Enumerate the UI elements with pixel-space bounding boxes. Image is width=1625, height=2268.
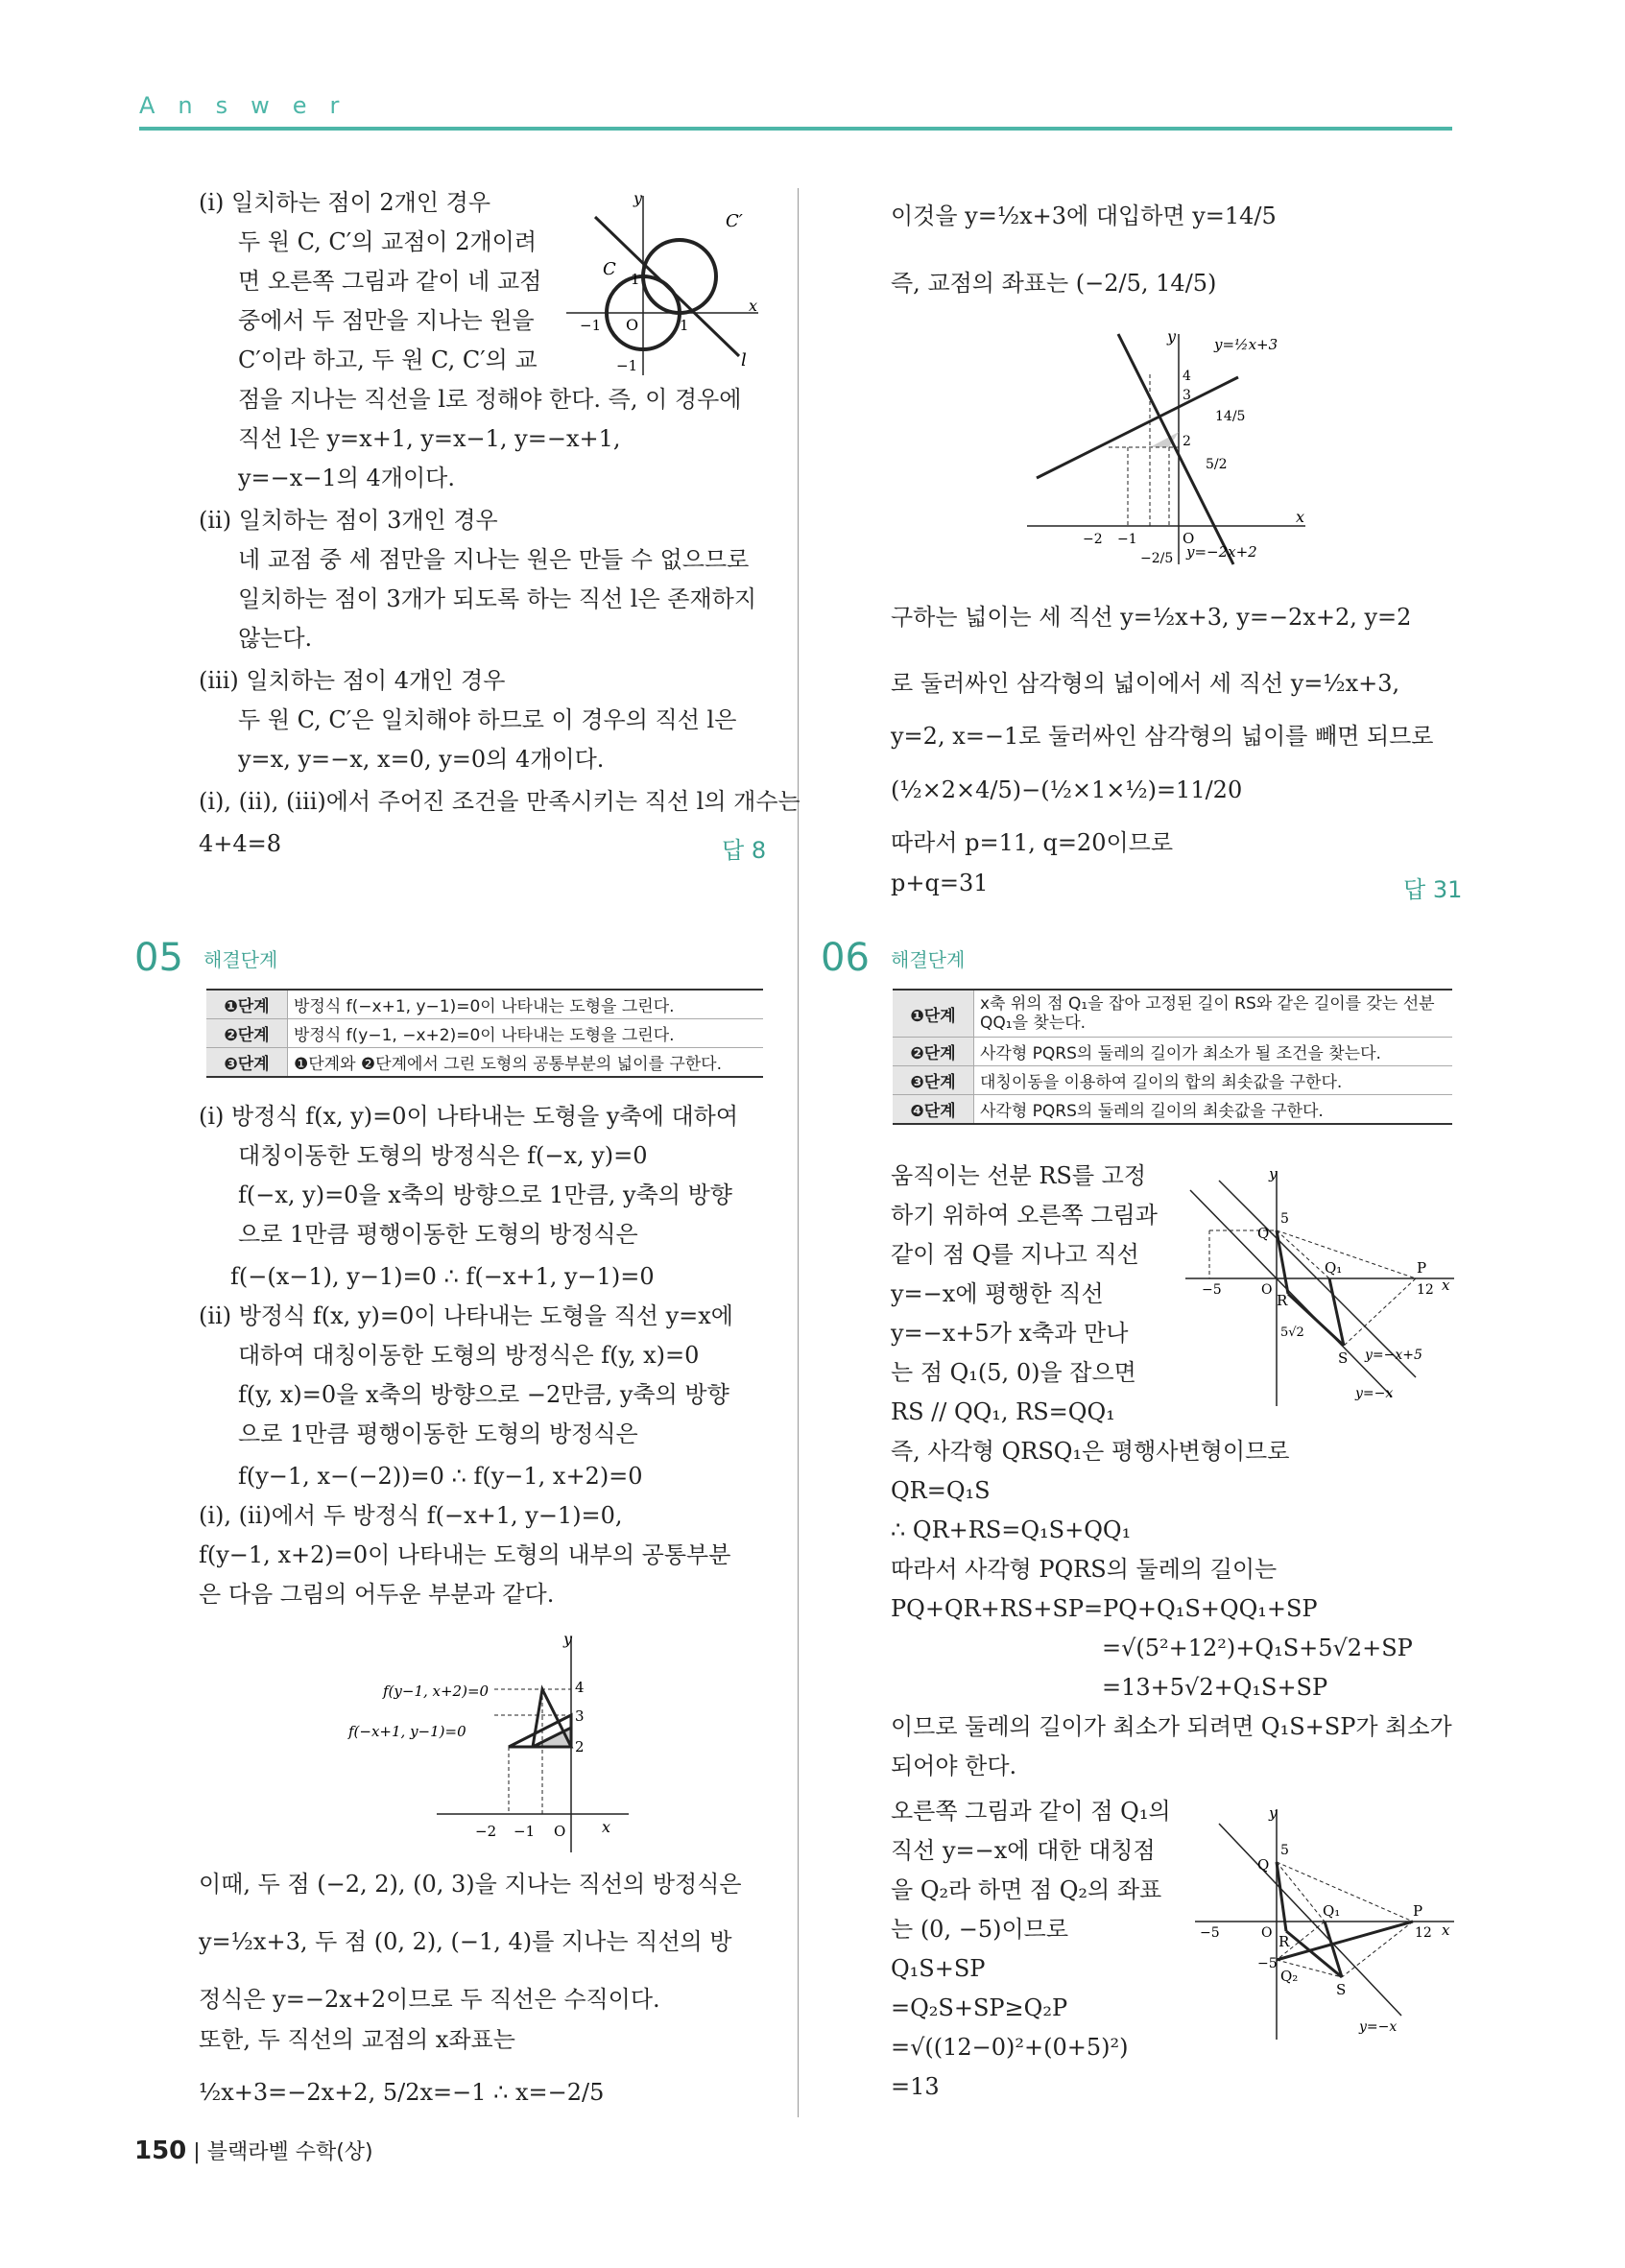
text-line: y=−x+5가 x축과 만나 xyxy=(891,1320,1129,1347)
fig-label: S xyxy=(1336,1981,1347,1998)
text-line: y=−x−1의 4개이다. xyxy=(238,465,455,491)
text-line: 정식은 y=−2x+2이므로 두 직선은 수직이다. xyxy=(199,1986,660,2013)
fig-label: y=−x xyxy=(1355,1386,1394,1401)
fig-label: y=−x+5 xyxy=(1365,1348,1422,1363)
text-line: 두 원 C, C′은 일치해야 하므로 이 경우의 직선 l은 xyxy=(238,706,737,733)
text-line: 따라서 사각형 PQRS의 둘레의 길이는 xyxy=(891,1556,1278,1583)
fig-label: y=−x xyxy=(1359,2019,1398,2035)
step-key: ❸단계 xyxy=(893,1066,974,1095)
text-line: 대칭이동한 도형의 방정식은 f(−x, y)=0 xyxy=(238,1142,648,1169)
table-row xyxy=(893,1066,1452,1095)
section-label: 해결단계 xyxy=(203,948,278,971)
region-figure xyxy=(341,1627,648,1857)
fig-label: 2 xyxy=(575,1738,585,1755)
answer-badge: 답 31 xyxy=(1403,876,1463,903)
fig-label: Q xyxy=(1257,1225,1270,1242)
text-line: 또한, 두 직선의 교점의 x좌표는 xyxy=(199,2026,515,2053)
fig-label: O xyxy=(1261,1925,1273,1941)
text-line: 즉, 사각형 QRSQ₁은 평행사변형이므로 xyxy=(891,1438,1290,1465)
fig-label: x xyxy=(749,297,758,315)
fig-label: −1 xyxy=(514,1823,536,1840)
step-key: ❷단계 xyxy=(893,1038,974,1066)
text-line: ∴ QR+RS=Q₁S+QQ₁ xyxy=(891,1516,1132,1543)
fig-label: y=½x+3 xyxy=(1214,336,1278,353)
step-desc: ❶단계와 ❷단계에서 그린 도형의 공통부분의 넓이를 구한다. xyxy=(288,1048,764,1078)
fig-label: 5 xyxy=(1280,1843,1289,1858)
step-key: ❷단계 xyxy=(206,1019,288,1048)
step-desc: 사각형 PQRS의 둘레의 길이가 최소가 될 조건을 찾는다. xyxy=(974,1038,1453,1066)
step-key: ❸단계 xyxy=(206,1048,288,1078)
text-line: 하기 위하여 오른쪽 그림과 xyxy=(891,1202,1158,1229)
fig-label: −5 xyxy=(1257,1956,1278,1971)
text-line: 로 둘러싸인 삼각형의 넓이에서 세 직선 y=½x+3, xyxy=(891,670,1400,697)
text-line: 일치하는 점이 3개가 되도록 하는 직선 l은 존재하지 xyxy=(238,585,757,612)
fig-label: Q₁ xyxy=(1323,1902,1341,1920)
lines-figure xyxy=(1017,324,1325,574)
fig-label: C′ xyxy=(726,211,743,231)
fig-label: −2 xyxy=(1083,532,1103,547)
fig-label: Q xyxy=(1257,1856,1270,1874)
fig-label: 2 xyxy=(1183,434,1191,449)
pqrs-figure-2 xyxy=(1190,1804,1459,2044)
text-line: 같이 점 Q를 지나고 직선 xyxy=(891,1241,1139,1268)
page-footer xyxy=(134,2136,373,2165)
fig-label: 1 xyxy=(631,271,640,288)
fig-label: Q₂ xyxy=(1280,1968,1299,1985)
fig-label: f(−x+1, y−1)=0 xyxy=(348,1723,466,1740)
text-line: (½×2×4/5)−(½×1×½)=11/20 xyxy=(891,776,1243,803)
fig-label: R xyxy=(1277,1292,1288,1309)
fig-label: P xyxy=(1417,1259,1427,1277)
page-number: 150 xyxy=(134,2137,187,2165)
table-row xyxy=(206,1048,763,1078)
text-line: 이때, 두 점 (−2, 2), (0, 3)을 지나는 직선의 방정식은 xyxy=(199,1871,742,1898)
text-line: 직선 l은 y=x+1, y=x−1, y=−x+1, xyxy=(238,425,621,452)
fig-label: y xyxy=(563,1630,573,1648)
text-line: 대하여 대칭이동한 도형의 방정식은 f(y, x)=0 xyxy=(238,1342,700,1369)
text-line: 오른쪽 그림과 같이 점 Q₁의 xyxy=(891,1798,1171,1825)
text-line: =√((12−0)²+(0+5)²) xyxy=(891,2034,1129,2061)
text-line: 따라서 p=11, q=20이므로 xyxy=(891,829,1174,856)
fig-label: x xyxy=(1442,1922,1450,1939)
text-line: p+q=31 xyxy=(891,870,989,896)
fig-label: l xyxy=(741,350,747,370)
fig-label: 3 xyxy=(1183,388,1191,403)
text-line: (ⅱ) 일치하는 점이 3개인 경우 xyxy=(199,507,498,534)
text-line: y=2, x=−1로 둘러싸인 삼각형의 넓이를 빼면 되므로 xyxy=(891,723,1434,750)
fig-label: −5 xyxy=(1200,1925,1220,1941)
text-line: 는 (0, −5)이므로 xyxy=(891,1916,1068,1943)
text-line: 되어야 한다. xyxy=(891,1753,1017,1779)
table-row xyxy=(206,1019,763,1048)
text-line: 네 교점 중 세 점만을 지나는 원은 만들 수 없으므로 xyxy=(238,546,750,573)
fig-label: y xyxy=(1167,327,1177,346)
text-line: C′이라 하고, 두 원 C, C′의 교 xyxy=(238,346,538,373)
fig-label: y xyxy=(633,189,643,207)
table-row xyxy=(893,1038,1452,1066)
text-line: =Q₂S+SP≥Q₂P xyxy=(891,1994,1068,2021)
text-line: f(−(x−1), y−1)=0 ∴ f(−x+1, y−1)=0 xyxy=(230,1263,655,1290)
text-line: 은 다음 그림의 어두운 부분과 같다. xyxy=(199,1581,555,1608)
fig-label: 3 xyxy=(575,1707,585,1725)
text-line: 점을 지나는 직선을 l로 정해야 한다. 즉, 이 경우에 xyxy=(238,386,742,413)
fig-label: y xyxy=(1269,1165,1278,1182)
text-line: 면 오른쪽 그림과 같이 네 교점 xyxy=(238,268,542,295)
fig-label: P xyxy=(1413,1902,1423,1920)
step-key: ❶단계 xyxy=(893,990,974,1038)
text-line: 이것을 y=½x+3에 대입하면 y=14/5 xyxy=(891,203,1277,229)
fig-label: 4 xyxy=(575,1679,585,1696)
answer-badge: 답 8 xyxy=(722,837,767,864)
fig-label: S xyxy=(1338,1349,1349,1367)
text-line: (ⅲ) 일치하는 점이 4개인 경우 xyxy=(199,667,506,694)
step-desc: 방정식 f(y−1, −x+2)=0이 나타내는 도형을 그린다. xyxy=(288,1019,764,1048)
table-row xyxy=(893,1095,1452,1125)
text-line: 으로 1만큼 평행이동한 도형의 방정식은 xyxy=(238,1221,638,1248)
text-line: f(y−1, x+2)=0이 나타내는 도형의 내부의 공통부분 xyxy=(199,1541,731,1568)
text-line: ½x+3=−2x+2, 5/2x=−1 ∴ x=−2/5 xyxy=(199,2079,605,2106)
fig-label: Q₁ xyxy=(1325,1259,1343,1277)
text-line: (ⅰ) 방정식 f(x, y)=0이 나타내는 도형을 y축에 대하여 xyxy=(199,1103,739,1130)
text-line: 구하는 넓이는 세 직선 y=½x+3, y=−2x+2, y=2 xyxy=(891,604,1412,631)
text-line: 직선 y=−x에 대한 대칭점 xyxy=(891,1837,1156,1864)
text-line: (ⅰ), (ⅱ), (ⅲ)에서 주어진 조건을 만족시키는 직선 l의 개수는 xyxy=(199,788,801,815)
text-line: 중에서 두 점만을 지나는 원을 xyxy=(238,307,535,334)
fig-label: C xyxy=(603,259,616,279)
text-line: RS // QQ₁, RS=QQ₁ xyxy=(891,1398,1115,1425)
table-row xyxy=(893,990,1452,1038)
fig-label: x xyxy=(1296,508,1305,526)
text-line: =13+5√2+Q₁S+SP xyxy=(1102,1674,1328,1701)
fig-label: −1 xyxy=(1117,532,1137,547)
fig-label: y xyxy=(1269,1804,1278,1822)
steps-table xyxy=(206,989,763,1078)
circles-figure xyxy=(557,188,768,380)
step-key: ❶단계 xyxy=(206,990,288,1019)
text-line: 이므로 둘레의 길이가 최소가 되려면 Q₁S+SP가 최소가 xyxy=(891,1713,1452,1740)
text-line: 으로 1만큼 평행이동한 도형의 방정식은 xyxy=(238,1420,638,1447)
fig-label: 5√2 xyxy=(1280,1325,1304,1340)
text-line: (ⅰ), (ⅱ)에서 두 방정식 f(−x+1, y−1)=0, xyxy=(199,1502,623,1529)
text-line: 즉, 교점의 좌표는 (−2/5, 14/5) xyxy=(891,270,1217,297)
fig-label: 1 xyxy=(680,317,689,334)
fig-label: 12 xyxy=(1417,1282,1434,1298)
fig-label: O xyxy=(554,1823,566,1840)
fig-label: x xyxy=(1442,1277,1450,1294)
text-line: 는 점 Q₁(5, 0)을 잡으면 xyxy=(891,1359,1136,1386)
text-line: y=−x에 평행한 직선 xyxy=(891,1280,1104,1307)
fig-label: −1 xyxy=(580,317,602,334)
step-desc: x축 위의 점 Q₁을 잡아 고정된 길이 RS와 같은 길이를 갖는 선분 QQ₁을 찾는다. xyxy=(974,990,1453,1038)
fig-label: −2 xyxy=(475,1823,497,1840)
header-label: Answer xyxy=(139,92,363,119)
text-line: 움직이는 선분 RS를 고정 xyxy=(891,1162,1147,1189)
fig-label: x xyxy=(602,1818,611,1836)
text-line: f(y−1, x−(−2))=0 ∴ f(y−1, x+2)=0 xyxy=(238,1463,643,1490)
text-line: f(−x, y)=0을 x축의 방향으로 1만큼, y축의 방향 xyxy=(238,1182,732,1208)
text-line: (ⅱ) 방정식 f(x, y)=0이 나타내는 도형을 직선 y=x에 xyxy=(199,1302,733,1329)
text-line: QR=Q₁S xyxy=(891,1477,991,1504)
fig-label: 4 xyxy=(1183,369,1191,384)
footer-sep: | xyxy=(193,2140,207,2164)
section-number: 06 xyxy=(821,936,870,980)
fig-label: f(y−1, x+2)=0 xyxy=(383,1683,490,1700)
text-line: 을 Q₂라 하면 점 Q₂의 좌표 xyxy=(891,1876,1162,1903)
column-divider xyxy=(798,188,799,2117)
text-line: Q₁S+SP xyxy=(891,1955,986,1982)
book-title: 블랙라벨 수학(상) xyxy=(206,2140,373,2164)
fig-label: −2/5 xyxy=(1140,551,1174,566)
text-line: f(y, x)=0을 x축의 방향으로 −2만큼, y축의 방향 xyxy=(238,1381,729,1408)
text-line: y=x, y=−x, x=0, y=0의 4개이다. xyxy=(238,746,605,773)
fig-label: 5 xyxy=(1280,1211,1289,1227)
section-label: 해결단계 xyxy=(891,948,966,971)
text-line: 않는다. xyxy=(238,625,313,652)
fig-label: O xyxy=(1261,1282,1273,1298)
table-row xyxy=(206,990,763,1019)
step-desc: 대칭이동을 이용하여 길이의 합의 최솟값을 구한다. xyxy=(974,1066,1453,1095)
text-line: 두 원 C, C′의 교점이 2개이려 xyxy=(238,228,538,255)
section-number: 05 xyxy=(134,936,183,980)
step-desc: 방정식 f(−x+1, y−1)=0이 나타내는 도형을 그린다. xyxy=(288,990,764,1019)
text-line: PQ+QR+RS+SP=PQ+Q₁S+QQ₁+SP xyxy=(891,1595,1318,1622)
fig-label: −1 xyxy=(616,357,638,374)
text-line: y=½x+3, 두 점 (0, 2), (−1, 4)를 지나는 직선의 방 xyxy=(199,1928,732,1955)
text-line: (ⅰ) 일치하는 점이 2개인 경우 xyxy=(199,189,491,216)
fig-label: 14/5 xyxy=(1215,409,1246,424)
fig-label: R xyxy=(1278,1933,1290,1950)
steps-table xyxy=(893,989,1452,1125)
text-line: =√(5²+12²)+Q₁S+5√2+SP xyxy=(1102,1635,1413,1661)
text-line: 4+4=8 xyxy=(199,830,282,857)
fig-label: −5 xyxy=(1202,1282,1222,1298)
fig-label: O xyxy=(1183,530,1195,547)
text-line: =13 xyxy=(891,2073,940,2100)
fig-label: 12 xyxy=(1415,1925,1432,1941)
fig-label: 5/2 xyxy=(1206,457,1228,472)
pqrs-figure-1 xyxy=(1181,1161,1459,1411)
fig-label: y=−2x+2 xyxy=(1186,543,1257,561)
step-desc: 사각형 PQRS의 둘레의 길이의 최솟값을 구한다. xyxy=(974,1095,1453,1125)
header-rule xyxy=(139,127,1452,131)
fig-label: O xyxy=(626,316,639,334)
step-key: ❹단계 xyxy=(893,1095,974,1125)
